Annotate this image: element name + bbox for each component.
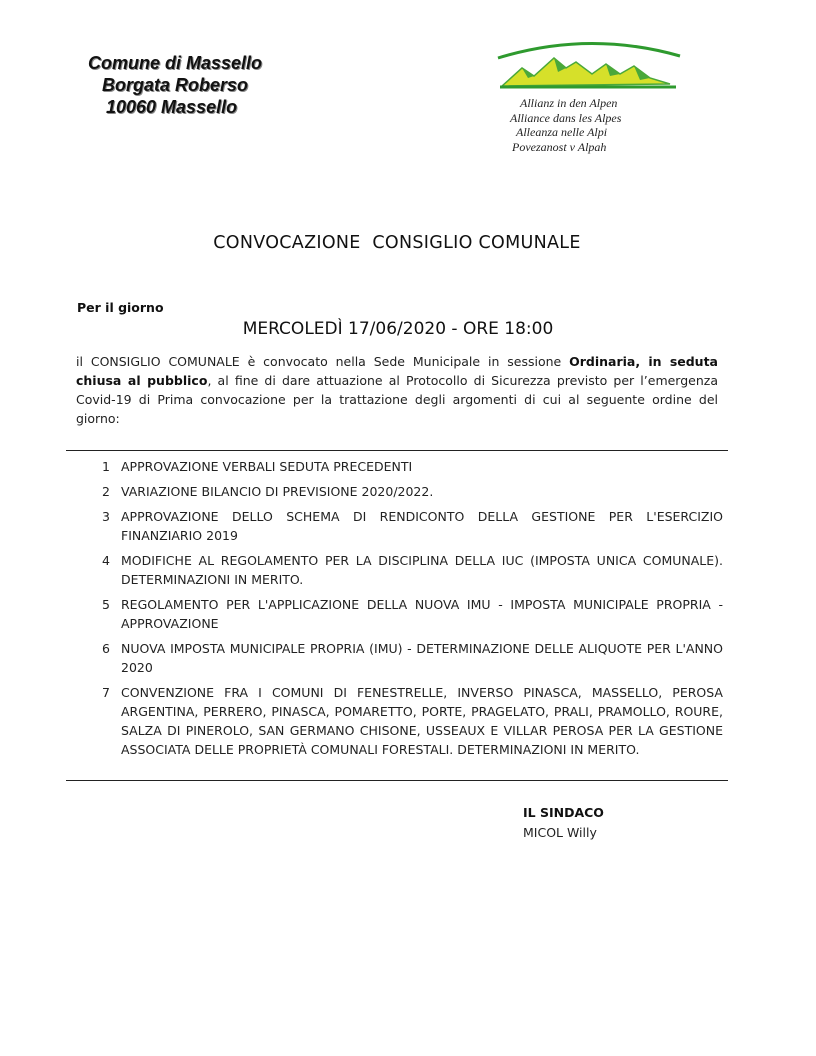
agenda-item-number: 1	[102, 459, 110, 474]
agenda-item-number: 2	[102, 484, 110, 499]
agenda-list	[96, 457, 723, 765]
alliance-alps-logo	[494, 38, 684, 90]
agenda-item	[96, 482, 723, 501]
agenda-top-rule	[66, 450, 728, 451]
alliance-de: Allianz in den Alpen	[520, 96, 618, 110]
agenda-item-text: APPROVAZIONE VERBALI SEDUTA PRECEDENTI	[121, 459, 413, 474]
agenda-item-text: CONVENZIONE FRA I COMUNI DI FENESTRELLE, INVERSO PINASCA, MASSELLO, PEROSA ARGENTINA, PERRERO, PINASCA, POMARETTO, PORTE, PRAGELATO, PRALI, PRAMOLLO, ROURE, SALZA DI PINEROLO, SAN GERMANO CHISONE, USSEAUX E VILLAR PEROSA PER LA GESTIONE ASSOCIATA DELLE PROPRIETÀ COMUNALI FORESTALI. DETERMINAZIONI IN MERITO.	[121, 685, 723, 757]
comune-name: Comune di Massello	[88, 53, 263, 73]
agenda-item	[96, 507, 723, 545]
agenda-item-text: REGOLAMENTO PER L'APPLICAZIONE DELLA NUOVA IMU - IMPOSTA MUNICIPALE PROPRIA - APPROVAZIONE	[121, 597, 723, 631]
intro-text-1: il CONSIGLIO COMUNALE è convocato nella Sede Municipale in sessione	[76, 354, 570, 369]
signature-name: MICOL Willy	[523, 825, 597, 840]
intro-session-type: Ordinaria, in seduta chiusa al pubblico	[76, 354, 718, 388]
agenda-item-number: 4	[102, 553, 110, 568]
intro-paragraph	[76, 352, 718, 428]
signature-role: IL SINDACO	[523, 805, 604, 820]
agenda-item-number: 3	[102, 509, 110, 524]
comune-address: 10060 Massello	[106, 97, 238, 117]
logo-arc	[498, 43, 680, 58]
agenda-item	[96, 595, 723, 633]
agenda-item-text: APPROVAZIONE DELLO SCHEMA DI RENDICONTO DELLA GESTIONE PER L'ESERCIZIO FINANZIARIO 2019	[121, 509, 723, 543]
agenda-item-text: NUOVA IMPOSTA MUNICIPALE PROPRIA (IMU) - DETERMINAZIONE DELLE ALIQUOTE PER L'ANNO 2020	[121, 641, 723, 675]
agenda-item-text: MODIFICHE AL REGOLAMENTO PER LA DISCIPLINA DELLA IUC (IMPOSTA UNICA COMUNALE). DETERMINAZIONI IN MERITO.	[121, 553, 723, 587]
agenda-item-number: 7	[102, 685, 110, 700]
agenda-item-text: VARIAZIONE BILANCIO DI PREVISIONE 2020/2022.	[121, 484, 434, 499]
signature-block	[523, 803, 604, 843]
agenda-item	[96, 551, 723, 589]
agenda-item-number: 6	[102, 641, 110, 656]
comune-borgata: Borgata Roberso	[102, 75, 249, 95]
alliance-sl: Povezanost v Alpah	[512, 139, 607, 154]
municipality-header	[88, 52, 318, 118]
alliance-languages	[508, 96, 688, 154]
meeting-datetime: MERCOLEDÌ 17/06/2020 - ORE 18:00	[242, 319, 554, 339]
agenda-item	[96, 457, 723, 476]
intro-text-2: , al fine di dare attuazione al Protocollo di Sicurezza previsto per l’emergenza Covid-19 di Prima convocazione per la trattazione degli argomenti di cui al seguente ordine del giorno:	[76, 373, 718, 426]
agenda-item	[96, 639, 723, 677]
alliance-fr: Alliance dans les Alpes	[510, 110, 622, 125]
document-title: CONVOCAZIONE CONSIGLIO COMUNALE	[213, 233, 581, 253]
agenda-item	[96, 683, 723, 759]
per-giorno-label: Per il giorno	[77, 300, 164, 315]
alliance-it: Alleanza nelle Alpi	[516, 125, 608, 139]
agenda-bottom-rule	[66, 780, 728, 781]
agenda-item-number: 5	[102, 597, 110, 612]
